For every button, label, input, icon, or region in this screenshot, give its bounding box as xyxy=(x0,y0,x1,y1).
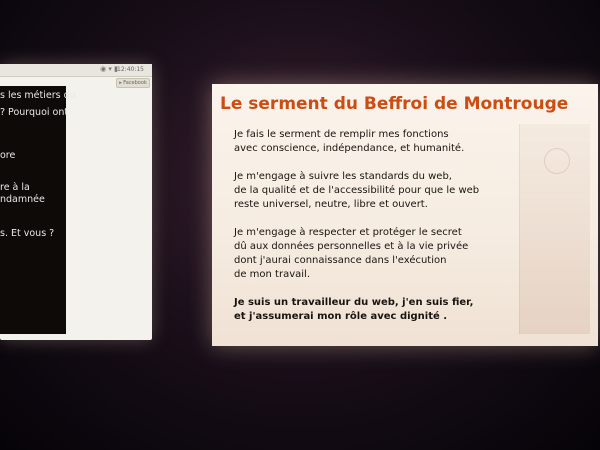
left-text-line: ? Pourquoi ont- xyxy=(0,107,72,118)
left-screen-topbar xyxy=(0,64,152,77)
status-icons: ◉ ▾ ▮ xyxy=(100,65,118,73)
slide-line: dû aux données personnelles et à la vie privée xyxy=(234,241,469,252)
left-text-line: re à la xyxy=(0,182,30,193)
left-screen-text-panel xyxy=(0,86,76,334)
slide-line: reste universel, neutre, libre et ouvert. xyxy=(234,199,428,210)
slide-line: Je m'engage à suivre les standards du web, xyxy=(234,171,452,182)
slide-line: Je suis un travailleur du web, j'en suis fier, xyxy=(234,297,474,308)
slide-line: Je fais le serment de remplir mes fonctions xyxy=(234,129,449,140)
slide-line: avec conscience, indépendance, et humanité. xyxy=(234,143,465,154)
left-text-line: s les métiers du xyxy=(0,90,76,101)
slide-line: de mon travail. xyxy=(234,269,310,280)
clock-text: 12:40:15 xyxy=(117,66,144,73)
slide-line: et j'assumerai mon rôle avec dignité . xyxy=(234,311,448,322)
slide-line: dont j'aurai connaissance dans l'exécution xyxy=(234,255,447,266)
left-text-line: ndamnée xyxy=(0,194,45,205)
slide-title: Le serment du Beffroi de Montrouge xyxy=(220,94,569,114)
facebook-button[interactable]: ▸ Facebook xyxy=(116,78,150,88)
slide-line: de la qualité et de l'accessibilité pour que le web xyxy=(234,185,480,196)
presentation-slide xyxy=(212,84,598,346)
left-text-line: ore xyxy=(0,150,16,161)
left-text-line: s. Et vous ? xyxy=(0,228,55,239)
left-projection-screen xyxy=(0,64,152,340)
slide-line: Je m'engage à respecter et protéger le secret xyxy=(234,227,462,238)
